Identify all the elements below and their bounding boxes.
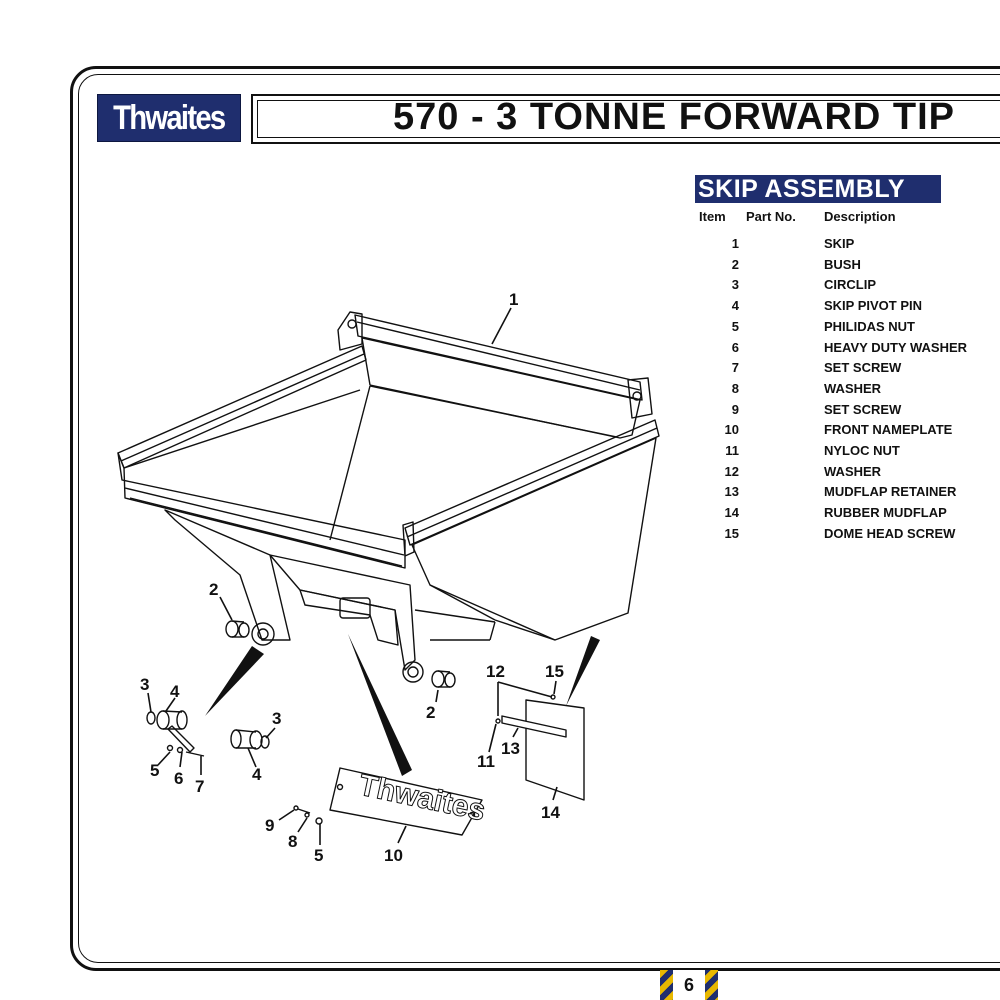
cell-item: 8: [731, 380, 739, 396]
callout-2: 2: [209, 580, 219, 599]
section-title: SKIP ASSEMBLY: [695, 175, 941, 203]
cell-item: 6: [731, 339, 739, 355]
callout-4: 4: [170, 682, 180, 701]
cell-description: FRONT NAMEPLATE: [824, 422, 953, 438]
callout-10: 10: [384, 846, 403, 865]
cell-description: PHILIDAS NUT: [824, 318, 915, 334]
callout-4: 4: [252, 765, 262, 784]
cell-description: RUBBER MUDFLAP: [824, 505, 947, 521]
cell-description: SKIP PIVOT PIN: [824, 298, 923, 314]
pivot-pin-assembly-right: [231, 730, 269, 749]
callout-1: 1: [509, 290, 519, 309]
cell-item: 11: [725, 443, 739, 459]
cell-description: SET SCREW: [824, 360, 902, 376]
cell-item: 3: [731, 277, 739, 293]
callout-2: 2: [426, 703, 436, 722]
column-header-item: Item: [699, 209, 726, 224]
cell-description: MUDFLAP RETAINER: [824, 484, 957, 500]
page-number: 6: [673, 970, 705, 1000]
cell-description: CIRCLIP: [824, 277, 876, 293]
callout-12: 12: [486, 662, 505, 681]
cell-item: 4: [731, 298, 739, 314]
cell-item: 14: [724, 505, 739, 521]
callout-5: 5: [150, 761, 160, 780]
pointer-wedge: [205, 646, 264, 716]
cell-item: 7: [731, 360, 739, 376]
callout-6: 6: [174, 769, 184, 788]
callout-8: 8: [288, 832, 298, 851]
callout-14: 14: [541, 803, 560, 822]
cell-item: 12: [724, 463, 739, 479]
cell-item: 9: [731, 401, 739, 417]
callout-13: 13: [501, 739, 520, 758]
callout-3: 3: [140, 675, 150, 694]
skip-drawing: [118, 312, 659, 687]
cell-description: NYLOC NUT: [824, 443, 900, 459]
page-title: 570 - 3 TONNE FORWARD TIP: [393, 96, 956, 138]
column-header-description: Description: [824, 209, 896, 224]
cell-description: WASHER: [824, 463, 882, 479]
cell-description: DOME HEAD SCREW: [824, 525, 956, 541]
nameplate-logo-text: Thwaites: [355, 768, 489, 828]
cell-item: 15: [724, 525, 739, 541]
pivot-pin-assembly-left: [147, 711, 204, 756]
cell-item: 10: [724, 422, 739, 438]
cell-item: 2: [731, 256, 739, 272]
brand-logo-text: Thwaites: [113, 98, 225, 137]
callout-11: 11: [477, 752, 495, 771]
callout-9: 9: [265, 816, 275, 835]
callout-7: 7: [195, 777, 205, 796]
pointer-wedge: [566, 636, 600, 706]
cell-item: 13: [724, 484, 739, 500]
callout-5: 5: [314, 846, 324, 865]
callout-3: 3: [272, 709, 282, 728]
cell-description: HEAVY DUTY WASHER: [824, 339, 968, 355]
cell-item: 5: [731, 318, 739, 334]
column-header-part-no: Part No.: [746, 209, 796, 224]
callout-15: 15: [545, 662, 564, 681]
cell-description: SKIP: [824, 236, 855, 251]
cell-description: BUSH: [824, 256, 861, 272]
cell-description: WASHER: [824, 380, 882, 396]
cell-item: 1: [731, 236, 739, 251]
cell-description: SET SCREW: [824, 401, 902, 417]
